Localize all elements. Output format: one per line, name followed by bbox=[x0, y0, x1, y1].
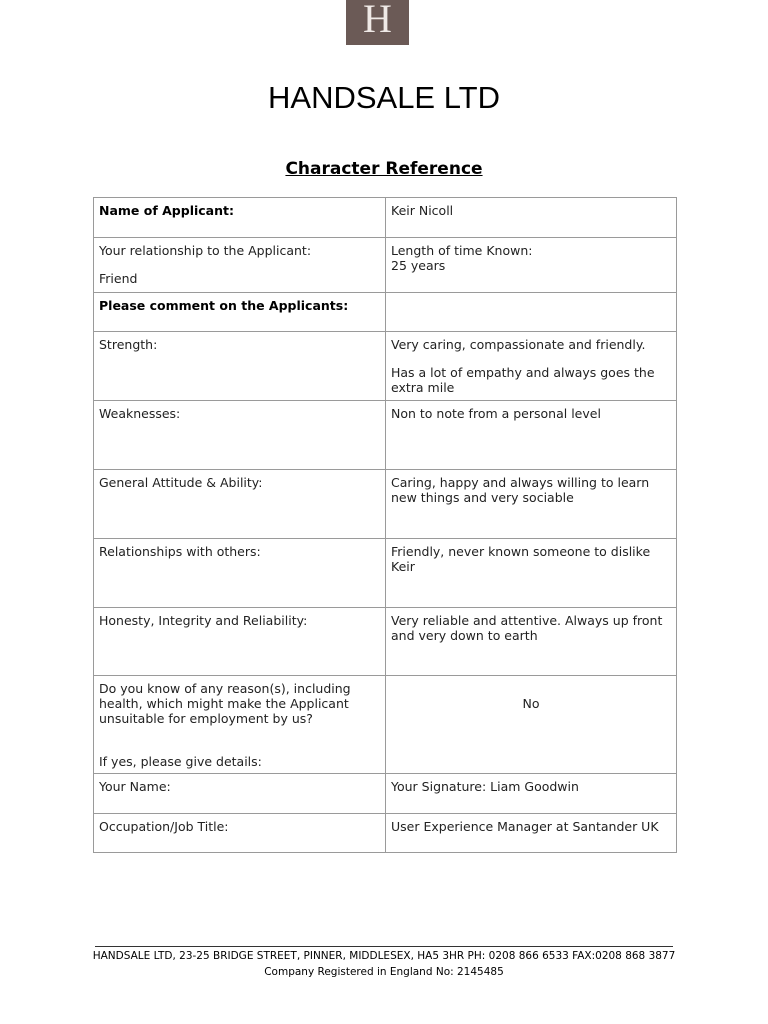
signature-cell bbox=[386, 774, 677, 814]
honesty-value-cell bbox=[386, 608, 677, 676]
reference-form-table bbox=[93, 197, 677, 853]
your-name-label-cell bbox=[94, 774, 386, 814]
table-row bbox=[94, 676, 677, 774]
weaknesses-label-cell bbox=[94, 401, 386, 470]
relationship-label: Your relationship to the Applicant: bbox=[99, 243, 312, 258]
weaknesses-value-cell bbox=[386, 401, 677, 470]
reason-details-label: If yes, please give details: bbox=[99, 754, 262, 769]
logo-letter: H bbox=[363, 0, 392, 41]
table-row bbox=[94, 814, 677, 853]
honesty-label-cell bbox=[94, 608, 386, 676]
name-label-cell bbox=[94, 198, 386, 238]
company-name: HANDSALE LTD bbox=[268, 80, 500, 115]
strength-value-2: Has a lot of empathy and always goes the extra mile bbox=[391, 365, 655, 395]
reason-label-cell bbox=[94, 676, 386, 774]
occupation-label: Occupation/Job Title: bbox=[99, 819, 229, 834]
name-value-cell bbox=[386, 198, 677, 238]
length-label: Length of time Known: bbox=[391, 243, 533, 258]
relationships-label-cell bbox=[94, 539, 386, 608]
comment-heading: Please comment on the Applicants: bbox=[99, 298, 349, 313]
weaknesses-value: Non to note from a personal level bbox=[391, 406, 601, 421]
relationships-value-cell bbox=[386, 539, 677, 608]
table-row bbox=[94, 470, 677, 539]
relationship-cell bbox=[94, 238, 386, 293]
length-value: 25 years bbox=[391, 258, 446, 273]
footer-registration: Company Registered in England No: 2145485 bbox=[264, 966, 504, 978]
reason-value: No bbox=[522, 696, 540, 711]
table-row bbox=[94, 238, 677, 293]
attitude-value-cell bbox=[386, 470, 677, 539]
strength-label-cell bbox=[94, 332, 386, 401]
reason-value-cell bbox=[386, 676, 677, 774]
company-logo bbox=[346, 0, 409, 45]
weaknesses-label: Weaknesses: bbox=[99, 406, 181, 421]
comment-heading-cell bbox=[94, 293, 386, 332]
attitude-label-cell bbox=[94, 470, 386, 539]
table-row bbox=[94, 774, 677, 814]
strength-value-1: Very caring, compassionate and friendly. bbox=[391, 337, 646, 352]
relationships-label: Relationships with others: bbox=[99, 544, 261, 559]
footer-divider bbox=[95, 946, 673, 947]
occupation-value: User Experience Manager at Santander UK bbox=[391, 819, 659, 834]
document-title: Character Reference bbox=[285, 159, 483, 179]
table-row bbox=[94, 539, 677, 608]
table-row bbox=[94, 608, 677, 676]
strength-value-cell bbox=[386, 332, 677, 401]
your-name-label: Your Name: bbox=[99, 779, 171, 794]
attitude-label: General Attitude & Ability: bbox=[99, 475, 263, 490]
strength-label: Strength: bbox=[99, 337, 158, 352]
relationship-value: Friend bbox=[99, 271, 138, 286]
empty-cell bbox=[386, 293, 677, 332]
table-row bbox=[94, 401, 677, 470]
name-label: Name of Applicant: bbox=[99, 203, 234, 218]
honesty-value: Very reliable and attentive. Always up front and very down to earth bbox=[391, 613, 663, 643]
table-row bbox=[94, 293, 677, 332]
signature-value: Your Signature: Liam Goodwin bbox=[391, 779, 579, 794]
applicant-name: Keir Nicoll bbox=[391, 203, 454, 218]
table-row bbox=[94, 198, 677, 238]
reason-label: Do you know of any reason(s), including health, which might make the Applicant unsuitable for employment by us? bbox=[99, 681, 351, 726]
occupation-label-cell bbox=[94, 814, 386, 853]
relationships-value: Friendly, never known someone to dislike Keir bbox=[391, 544, 651, 574]
honesty-label: Honesty, Integrity and Reliability: bbox=[99, 613, 308, 628]
occupation-value-cell bbox=[386, 814, 677, 853]
length-cell bbox=[386, 238, 677, 293]
footer-address: HANDSALE LTD, 23-25 BRIDGE STREET, PINNER, MIDDLESEX, HA5 3HR PH: 0208 866 6533 FAX:0208 868 3877 bbox=[92, 950, 676, 962]
attitude-value: Caring, happy and always willing to learn new things and very sociable bbox=[391, 475, 650, 505]
table-row bbox=[94, 332, 677, 401]
